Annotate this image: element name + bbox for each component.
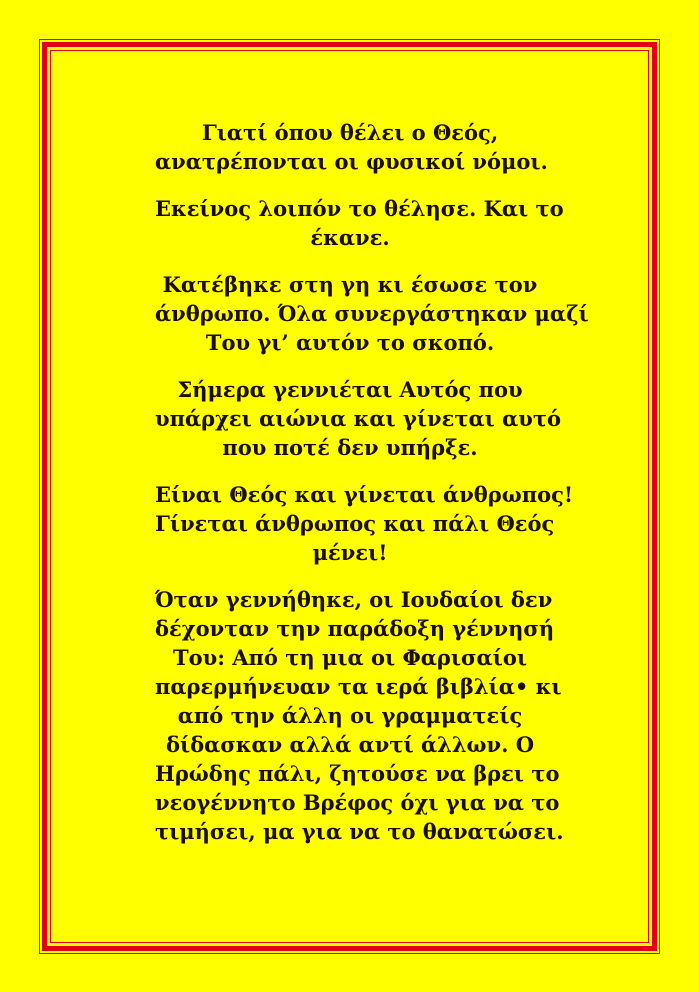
text-line: τιμήσει, μα για να το θανατώσει. [155, 819, 564, 844]
text-line: δέχονταν την παράδοξη γέννησή [155, 616, 555, 641]
text-line: Κατέβηκε στη γη κι έσωσε τον [162, 272, 538, 297]
text-line: άνθρωπο. Όλα συνεργάστηκαν μαζί [155, 301, 589, 326]
paragraph-1 [155, 118, 548, 176]
text-line: δίδασκαν αλλά αντί άλλων. Ο [165, 732, 535, 757]
text-line: Όταν γεννήθηκε, οι Ιουδαίοι δεν [155, 587, 553, 612]
text-line: Σήμερα γεννιέται Αυτός που [177, 377, 523, 402]
text-line: έκανε. [310, 225, 390, 250]
text-line: νεογέννητο Βρέφος όχι για να το [155, 790, 560, 815]
text-line: Ηρώδης πάλι, ζητούσε να βρει το [155, 761, 560, 786]
text-line: ανατρέπονται οι φυσικοί νόμοι. [155, 149, 548, 174]
text-line: υπάρχει αιώνια και γίνεται αυτό [155, 406, 562, 431]
text-line: που ποτέ δεν υπήρξε. [222, 435, 478, 460]
paragraph-6 [155, 585, 564, 846]
text-line: Του: Από τη μια οι Φαρισαίοι [173, 645, 527, 670]
text-line: από την άλλη οι γραμματείς [177, 703, 523, 728]
paragraph-3 [155, 270, 589, 357]
text-line: μένει! [312, 540, 388, 565]
text-line: Γιατί όπου θέλει ο Θεός, [201, 120, 499, 145]
paragraph-4 [155, 375, 562, 462]
text-body [155, 118, 589, 864]
paragraph-5 [155, 480, 574, 567]
text-line: Γίνεται άνθρωπος και πάλι Θεός [155, 511, 555, 536]
text-line: Εκείνος λοιπόν το θέλησε. Και το [155, 196, 564, 221]
text-line: παρερμήνευαν τα ιερά βιβλία• κι [155, 674, 562, 699]
text-line: Είναι Θεός και γίνεται άνθρωπος! [155, 482, 574, 507]
text-line: Του γι’ αυτόν το σκοπό. [205, 330, 495, 355]
paragraph-2 [155, 194, 564, 252]
